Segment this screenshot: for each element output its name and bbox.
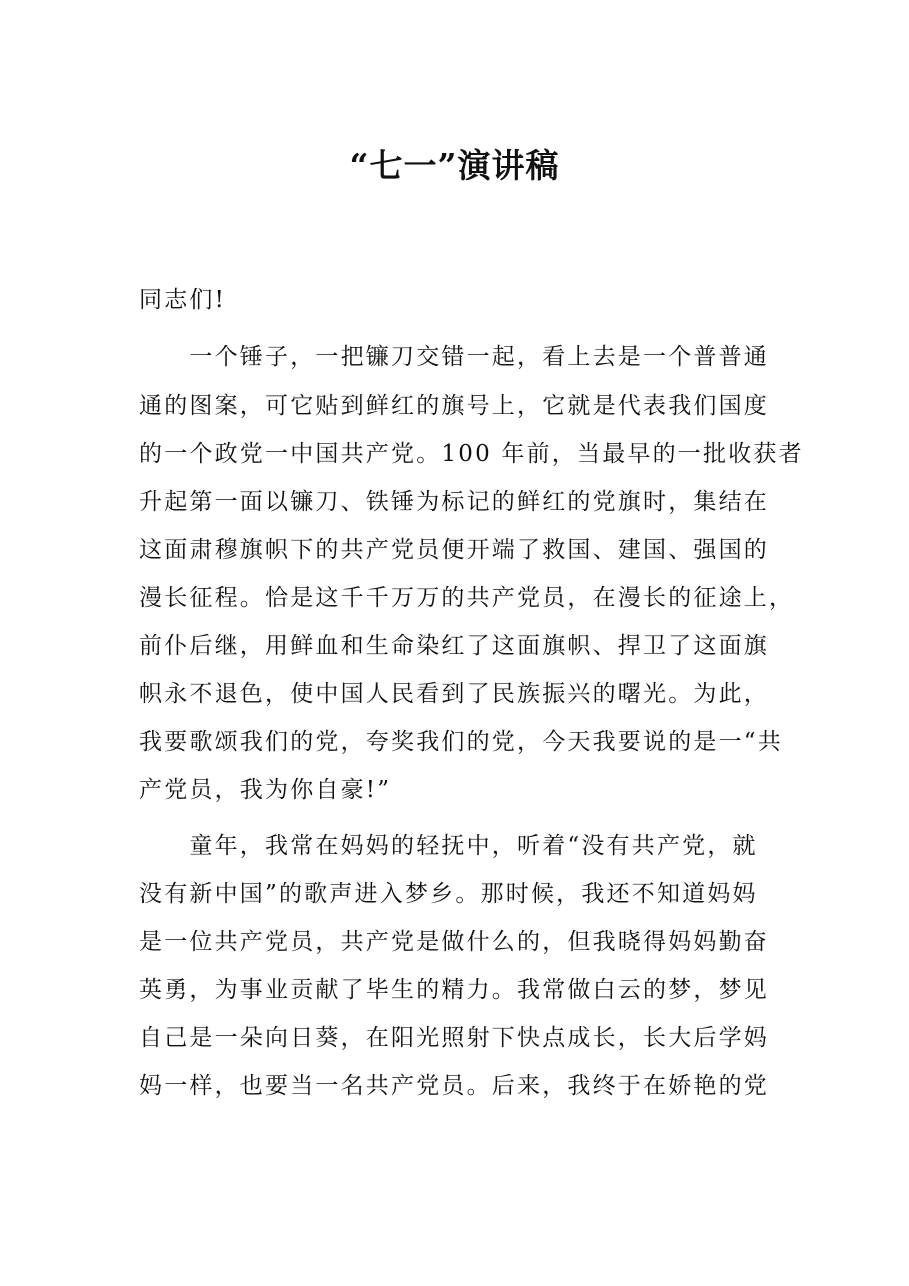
paragraph-1-line-9: 我要歌颂我们的党，夸奖我们的党，今天我要说的是一“共 xyxy=(139,729,783,755)
paragraph-2-line-1: 童年，我常在妈妈的轻抚中，听着“没有共产党，就 xyxy=(139,833,758,859)
paragraph-1-line-10: 产党员，我为你自豪!” xyxy=(139,777,392,803)
paragraph-2-line-2: 没有新中国”的歌声进入梦乡。那时候，我还不知道妈妈 xyxy=(139,881,758,907)
paragraph-1-line-8: 帜永不退色，使中国人民看到了民族振兴的曙光。为此， xyxy=(139,681,769,707)
paragraph-2-line-4: 英勇，为事业贡献了毕生的精力。我常做白云的梦，梦见 xyxy=(139,977,769,1003)
paragraph-2-line-3: 是一位共产党员，共产党是做什么的，但我晓得妈妈勤奋 xyxy=(139,929,769,955)
salutation: 同志们! xyxy=(139,287,227,313)
paragraph-1-line-2: 通的图案，可它贴到鲜红的旗号上，它就是代表我们国度 xyxy=(139,393,769,419)
paragraph-1-line-3: 的一个政党一中国共产党。100 年前，当最早的一批收获者 xyxy=(139,441,804,467)
paragraph-2-line-6: 妈一样，也要当一名共产党员。后来，我终于在娇艳的党 xyxy=(139,1073,769,1099)
paragraph-1-line-4: 升起第一面以镰刀、铁锤为标记的鲜红的党旗时，集结在 xyxy=(139,489,769,515)
paragraph-1-line-5: 这面肃穆旗帜下的共产党员便开端了救国、建国、强国的 xyxy=(139,537,769,563)
paragraph-1-line-6: 漫长征程。恰是这千千万万的共产党员，在漫长的征途上， xyxy=(139,585,795,611)
paragraph-1-line-1: 一个锤子，一把镰刀交错一起，看上去是一个普普通 xyxy=(139,344,769,370)
paragraph-1-line-7: 前仆后继，用鲜血和生命染红了这面旗帜、捍卫了这面旗 xyxy=(139,633,769,659)
document-title: “七一”演讲稿 xyxy=(349,146,560,185)
paragraph-2-line-5: 自己是一朵向日葵，在阳光照射下快点成长，长大后学妈 xyxy=(139,1025,769,1051)
